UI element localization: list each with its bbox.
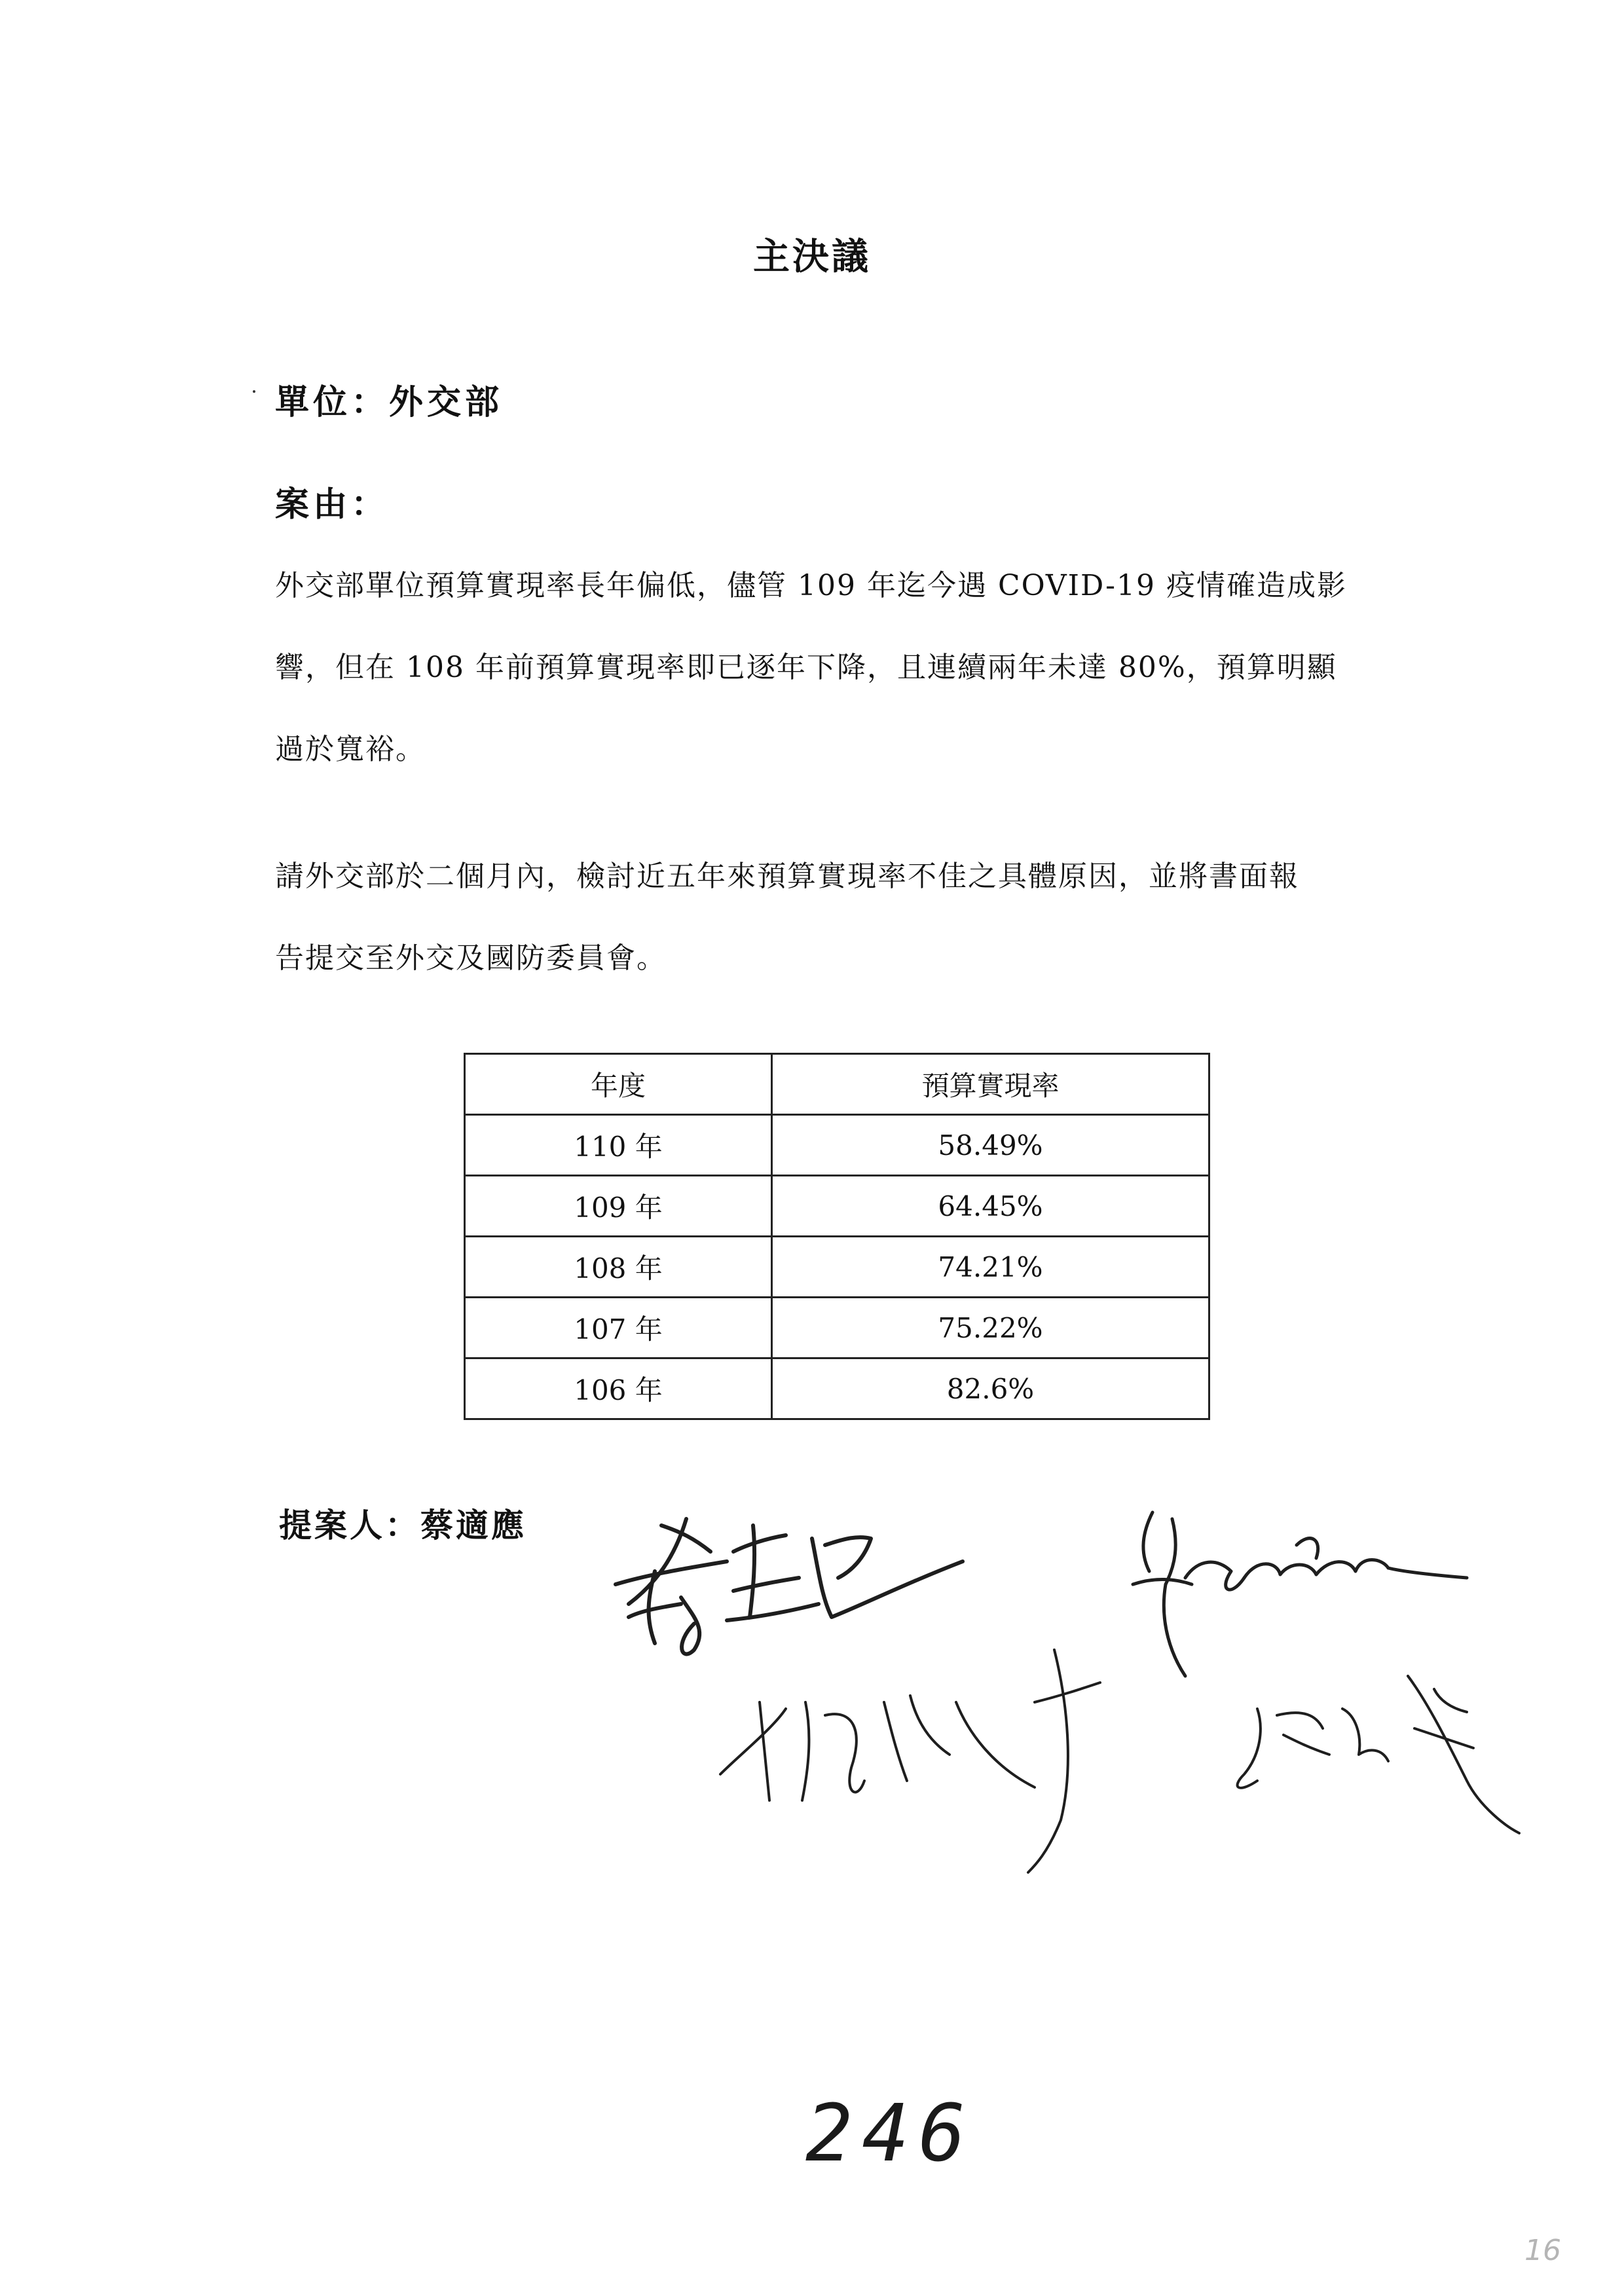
- document-title: 主決議: [753, 236, 871, 278]
- resolution-line: 請外交部於二個月內，檢討近五年來預算實現率不佳之具體原因，並將書面報: [275, 860, 1299, 893]
- reason-heading: 案由：: [275, 485, 390, 524]
- signature-4: [1238, 1676, 1519, 1833]
- resolution-line: 告提交至外交及國防委員會。: [275, 941, 667, 975]
- signature-2: [1133, 1512, 1467, 1676]
- resolution-paragraph: [275, 835, 1375, 999]
- table-row: [465, 1237, 1209, 1298]
- rate-cell: 58.49%: [772, 1115, 1209, 1176]
- proposer-line: 提案人：蔡適應: [279, 1506, 526, 1544]
- signature-3: [720, 1650, 1100, 1872]
- corner-mark: 16: [1524, 2234, 1561, 2267]
- year-cell: 108 年: [465, 1237, 772, 1298]
- rate-cell: 75.22%: [772, 1298, 1209, 1358]
- year-cell: 109 年: [465, 1176, 772, 1237]
- budget-rate-table: [464, 1053, 1210, 1420]
- rate-cell: 82.6%: [772, 1358, 1209, 1419]
- scan-speck: [253, 390, 255, 393]
- table-row: [465, 1176, 1209, 1237]
- table-row: [465, 1115, 1209, 1176]
- year-cell: 106 年: [465, 1358, 772, 1419]
- reason-line: 外交部單位預算實現率長年偏低，儘管 109 年迄今遇 COVID-19 疫情確造成影: [275, 569, 1347, 602]
- reason-line: 響，但在 108 年前預算實現率即已逐年下降，且連續兩年未達 80%，預算明顯: [275, 651, 1337, 684]
- table-header-row: [465, 1054, 1209, 1115]
- year-cell: 107 年: [465, 1298, 772, 1358]
- unit-heading: 單位：外交部: [275, 383, 504, 422]
- year-column-header: 年度: [465, 1054, 772, 1115]
- page-number: 246: [805, 2088, 975, 2179]
- rate-column-header: 預算實現率: [772, 1054, 1209, 1115]
- rate-cell: 74.21%: [772, 1237, 1209, 1298]
- table-row: [465, 1358, 1209, 1419]
- reason-line: 過於寬裕。: [275, 733, 426, 766]
- signature-1: [616, 1519, 963, 1654]
- rate-cell: 64.45%: [772, 1176, 1209, 1237]
- year-cell: 110 年: [465, 1115, 772, 1176]
- table-row: [465, 1298, 1209, 1358]
- reason-paragraph: [275, 545, 1375, 790]
